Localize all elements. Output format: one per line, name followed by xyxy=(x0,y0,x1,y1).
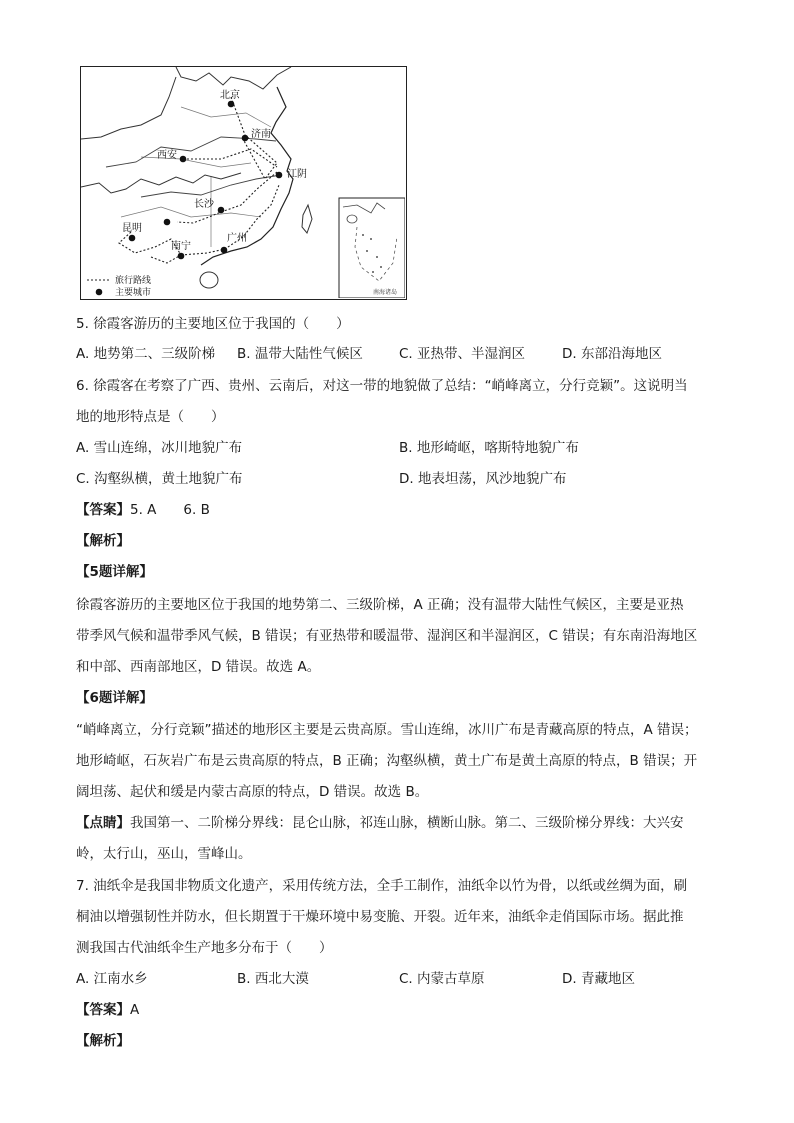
tip-label: 【点睛】 xyxy=(76,815,130,831)
q7-option-d: D. 青藏地区 xyxy=(562,971,635,987)
answer-7 xyxy=(76,1000,139,1020)
q5-option-d: D. 东部沿海地区 xyxy=(562,346,662,362)
detail6-line-1: “峭峰离立，分行竞颖”描述的地形区主要是云贵高原。雪山连绵，冰川广布是青藏高原的特点，A 错误； xyxy=(76,722,698,738)
tip-line-1 xyxy=(76,813,684,833)
legend-city-label: 主要城市 xyxy=(115,288,152,298)
north-boundary xyxy=(81,77,176,139)
detail6-label: 【6题详解】 xyxy=(76,690,153,706)
city-label-changsha: 长沙 xyxy=(194,199,214,210)
city-label-jiangyin: 江阴 xyxy=(287,169,307,180)
analysis-label: 【解析】 xyxy=(76,533,130,549)
detail6-line-2: 地形崎岖，石灰岩广布是云贵高原的特点，B 正确；沟壑纵横，黄土广布是黄土高原的特点，B 错误；开 xyxy=(76,753,698,769)
country-boundary xyxy=(176,67,291,89)
q5-option-a: A. 地势第二、三级阶梯 xyxy=(76,346,216,362)
city-label-beijing: 北京 xyxy=(220,90,240,101)
city-dot-nanning xyxy=(178,253,185,260)
route-xian xyxy=(183,149,277,167)
answer-7-label: 【答案】 xyxy=(76,1002,130,1018)
answer-7-text: A xyxy=(130,1002,140,1018)
city-dot-jiangyin xyxy=(276,172,283,179)
hainan-island xyxy=(200,272,218,288)
legend-city-dot xyxy=(96,289,103,296)
city-dot-beijing xyxy=(228,101,235,108)
q6-option-c: C. 沟壑纵横，黄土地貌广布 xyxy=(76,471,243,487)
q7-line-3: 测我国古代油纸伞生产地多分布于（ ） xyxy=(76,940,333,956)
detail6-line-3: 阔坦荡、起伏和缓是内蒙古高原的特点，D 错误。故选 B。 xyxy=(76,784,429,800)
travel-route-map xyxy=(80,66,407,300)
south-sea-inset xyxy=(339,198,405,298)
legend-route-label: 旅行路线 xyxy=(115,276,152,286)
q5-option-c: C. 亚热带、半湿润区 xyxy=(399,346,526,362)
answer-label: 【答案】 xyxy=(76,502,130,518)
tip-text-1: 我国第一、二阶梯分界线：昆仑山脉，祁连山脉，横断山脉。第二、三级阶梯分界线：大兴安 xyxy=(130,815,684,831)
q7-line-2: 桐油以增强韧性并防水，但长期置于干燥环境中易变脆、开裂。近年来，油纸伞走俏国际市场。据此推 xyxy=(76,909,684,925)
q7-option-b: B. 西北大漠 xyxy=(237,971,309,987)
q6-option-a: A. 雪山连绵，冰川地貌广布 xyxy=(76,440,243,456)
q6-stem-line1: 6. 徐霞客在考察了广西、贵州、云南后，对这一带的地貌做了总结：“峭峰离立，分行竞颖”。这说明当 xyxy=(76,378,688,394)
taiwan-island xyxy=(302,205,312,233)
city-dot-kunming-2 xyxy=(164,219,171,226)
answer-text: 5. A 6. B xyxy=(130,502,210,518)
detail5-line-2: 带季风气候和温带季风气候，B 错误；有亚热带和暖温带、湿润区和半湿润区，C 错误；有东南沿海地区 xyxy=(76,628,698,644)
route-southwest xyxy=(181,185,279,255)
province-lines xyxy=(121,107,271,247)
city-dot-guangzhou xyxy=(221,247,228,254)
q6-option-b: B. 地形崎岖，喀斯特地貌广布 xyxy=(399,440,579,456)
detail5-label: 【5题详解】 xyxy=(76,564,153,580)
analysis-label-2: 【解析】 xyxy=(76,1033,130,1049)
q5-option-b: B. 温带大陆性气候区 xyxy=(237,346,363,362)
q5-stem: 5. 徐霞客游历的主要地区位于我国的（ ） xyxy=(76,316,350,332)
city-dot-changsha xyxy=(218,207,225,214)
city-points xyxy=(129,101,283,260)
city-dot-kunming xyxy=(129,235,136,242)
city-dot-jinan xyxy=(242,135,249,142)
detail5-line-1: 徐霞客游历的主要地区位于我国的地势第二、三级阶梯，A 正确；没有温带大陆性气候区，主要是亚热 xyxy=(76,597,684,613)
city-label-guangzhou: 广州 xyxy=(227,233,247,244)
inset-label: 南海诸岛 xyxy=(373,289,398,296)
route-south xyxy=(177,172,277,223)
q6-option-d: D. 地表坦荡，风沙地貌广布 xyxy=(399,471,567,487)
city-label-jinan: 济南 xyxy=(251,129,271,140)
q7-line-1: 7. 油纸伞是我国非物质文化遗产，采用传统方法，全手工制作，油纸伞以竹为骨，以纸或丝绸为面，刷 xyxy=(76,878,688,894)
city-label-nanning: 南宁 xyxy=(171,241,191,252)
detail5-line-3: 和中部、西南部地区，D 错误。故选 A。 xyxy=(76,659,321,675)
city-dot-xian xyxy=(180,156,187,163)
city-label-kunming: 昆明 xyxy=(122,223,142,234)
q6-stem-line2: 地的地形特点是（ ） xyxy=(76,409,225,425)
q7-option-c: C. 内蒙古草原 xyxy=(399,971,485,987)
city-label-xian: 西安 xyxy=(157,150,177,161)
q7-option-a: A. 江南水乡 xyxy=(76,971,148,987)
tip-line-2: 岭，太行山，巫山，雪峰山。 xyxy=(76,846,252,862)
map-svg xyxy=(81,67,405,298)
answer-5-6 xyxy=(76,500,210,520)
